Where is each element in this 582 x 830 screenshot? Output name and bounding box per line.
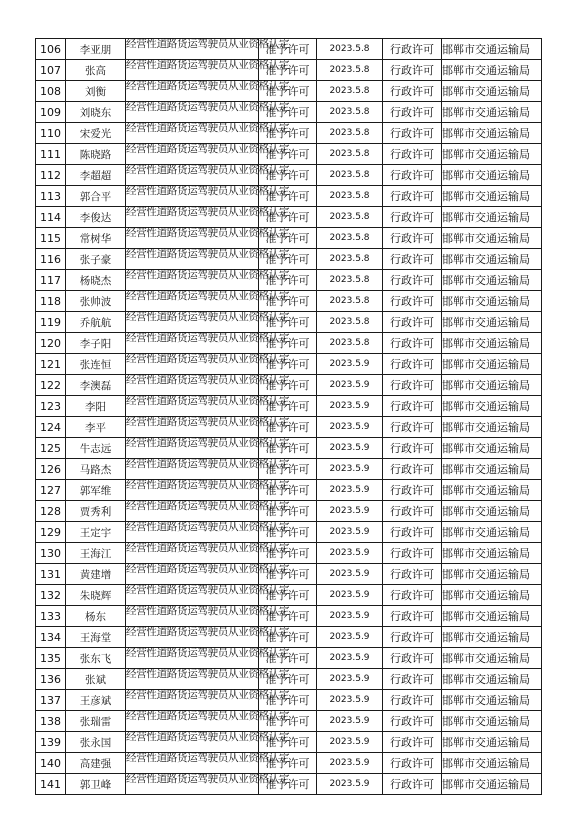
row-number: 108 xyxy=(36,81,66,102)
applicant-name: 马路杰 xyxy=(66,459,126,480)
row-number: 117 xyxy=(36,270,66,291)
issuing-authority: 邯郸市交通运输局 xyxy=(442,753,542,774)
issuing-authority: 邯郸市交通运输局 xyxy=(442,81,542,102)
table-row xyxy=(36,39,542,60)
issuing-authority: 邯郸市交通运输局 xyxy=(442,270,542,291)
permit-item-text: 经营性道路货运驾驶员从业资格认定 xyxy=(126,563,290,575)
permit-category: 行政许可 xyxy=(383,522,442,543)
decision-date: 2023.5.9 xyxy=(317,564,383,585)
permit-item-text: 经营性道路货运驾驶员从业资格认定 xyxy=(126,353,290,365)
table-row xyxy=(36,606,542,627)
permit-item-text: 经营性道路货运驾驶员从业资格认定 xyxy=(126,710,290,722)
issuing-authority: 邯郸市交通运输局 xyxy=(442,228,542,249)
table-row xyxy=(36,312,542,333)
table-row xyxy=(36,333,542,354)
decision-type: 准予许可 xyxy=(259,459,317,480)
decision-type: 准予许可 xyxy=(259,39,317,60)
permit-item-text: 经营性道路货运驾驶员从业资格认定 xyxy=(126,59,290,71)
issuing-authority: 邯郸市交通运输局 xyxy=(442,459,542,480)
applicant-name: 黄建增 xyxy=(66,564,126,585)
issuing-authority: 邯郸市交通运输局 xyxy=(442,438,542,459)
permit-category: 行政许可 xyxy=(383,564,442,585)
applicant-name: 李平 xyxy=(66,417,126,438)
decision-type: 准予许可 xyxy=(259,60,317,81)
decision-date: 2023.5.8 xyxy=(317,165,383,186)
permit-category: 行政许可 xyxy=(383,501,442,522)
table-row xyxy=(36,102,542,123)
row-number: 114 xyxy=(36,207,66,228)
decision-date: 2023.5.8 xyxy=(317,312,383,333)
row-number: 134 xyxy=(36,627,66,648)
applicant-name: 李俊达 xyxy=(66,207,126,228)
issuing-authority: 邯郸市交通运输局 xyxy=(442,564,542,585)
table-row xyxy=(36,438,542,459)
decision-type: 准予许可 xyxy=(259,270,317,291)
decision-date: 2023.5.9 xyxy=(317,711,383,732)
decision-date: 2023.5.8 xyxy=(317,60,383,81)
issuing-authority: 邯郸市交通运输局 xyxy=(442,186,542,207)
permit-category: 行政许可 xyxy=(383,207,442,228)
decision-date: 2023.5.8 xyxy=(317,249,383,270)
decision-date: 2023.5.8 xyxy=(317,291,383,312)
table-row xyxy=(36,186,542,207)
row-number: 130 xyxy=(36,543,66,564)
decision-date: 2023.5.9 xyxy=(317,522,383,543)
decision-date: 2023.5.8 xyxy=(317,207,383,228)
row-number: 109 xyxy=(36,102,66,123)
table-row xyxy=(36,480,542,501)
decision-type: 准予许可 xyxy=(259,333,317,354)
permit-category: 行政许可 xyxy=(383,417,442,438)
row-number: 115 xyxy=(36,228,66,249)
table-row xyxy=(36,396,542,417)
table-row xyxy=(36,81,542,102)
permit-category: 行政许可 xyxy=(383,291,442,312)
applicant-name: 陈晓路 xyxy=(66,144,126,165)
applicant-name: 张高 xyxy=(66,60,126,81)
issuing-authority: 邯郸市交通运输局 xyxy=(442,711,542,732)
row-number: 110 xyxy=(36,123,66,144)
row-number: 139 xyxy=(36,732,66,753)
decision-type: 准予许可 xyxy=(259,123,317,144)
decision-type: 准予许可 xyxy=(259,774,317,795)
permit-category: 行政许可 xyxy=(383,774,442,795)
decision-date: 2023.5.9 xyxy=(317,375,383,396)
issuing-authority: 邯郸市交通运输局 xyxy=(442,165,542,186)
decision-date: 2023.5.9 xyxy=(317,585,383,606)
permit-category: 行政许可 xyxy=(383,627,442,648)
table-row xyxy=(36,375,542,396)
decision-type: 准予许可 xyxy=(259,711,317,732)
decision-type: 准予许可 xyxy=(259,81,317,102)
permit-category: 行政许可 xyxy=(383,102,442,123)
table-row xyxy=(36,774,542,795)
permit-category: 行政许可 xyxy=(383,459,442,480)
applicant-name: 郭卫峰 xyxy=(66,774,126,795)
row-number: 136 xyxy=(36,669,66,690)
decision-date: 2023.5.8 xyxy=(317,270,383,291)
permit-category: 行政许可 xyxy=(383,228,442,249)
decision-date: 2023.5.9 xyxy=(317,774,383,795)
issuing-authority: 邯郸市交通运输局 xyxy=(442,585,542,606)
applicant-name: 杨东 xyxy=(66,606,126,627)
decision-type: 准予许可 xyxy=(259,480,317,501)
permit-item-text: 经营性道路货运驾驶员从业资格认定 xyxy=(126,80,290,92)
row-number: 111 xyxy=(36,144,66,165)
issuing-authority: 邯郸市交通运输局 xyxy=(442,144,542,165)
permit-item-text: 经营性道路货运驾驶员从业资格认定 xyxy=(126,584,290,596)
table-row xyxy=(36,627,542,648)
permit-category: 行政许可 xyxy=(383,375,442,396)
table-row xyxy=(36,417,542,438)
permit-item-text: 经营性道路货运驾驶员从业资格认定 xyxy=(126,227,290,239)
decision-date: 2023.5.8 xyxy=(317,81,383,102)
permit-category: 行政许可 xyxy=(383,648,442,669)
row-number: 124 xyxy=(36,417,66,438)
decision-date: 2023.5.9 xyxy=(317,438,383,459)
decision-type: 准予许可 xyxy=(259,690,317,711)
row-number: 119 xyxy=(36,312,66,333)
permit-item-text: 经营性道路货运驾驶员从业资格认定 xyxy=(126,374,290,386)
permit-item-text: 经营性道路货运驾驶员从业资格认定 xyxy=(126,773,290,785)
permit-category: 行政许可 xyxy=(383,60,442,81)
decision-date: 2023.5.9 xyxy=(317,417,383,438)
row-number: 135 xyxy=(36,648,66,669)
applicant-name: 张瑞雷 xyxy=(66,711,126,732)
table-row xyxy=(36,354,542,375)
row-number: 106 xyxy=(36,39,66,60)
decision-date: 2023.5.9 xyxy=(317,732,383,753)
row-number: 128 xyxy=(36,501,66,522)
decision-date: 2023.5.9 xyxy=(317,648,383,669)
applicant-name: 高建强 xyxy=(66,753,126,774)
issuing-authority: 邯郸市交通运输局 xyxy=(442,732,542,753)
decision-type: 准予许可 xyxy=(259,102,317,123)
issuing-authority: 邯郸市交通运输局 xyxy=(442,417,542,438)
decision-date: 2023.5.9 xyxy=(317,480,383,501)
permit-category: 行政许可 xyxy=(383,312,442,333)
permit-category: 行政许可 xyxy=(383,732,442,753)
table-row xyxy=(36,207,542,228)
permit-category: 行政许可 xyxy=(383,585,442,606)
applicant-name: 李子阳 xyxy=(66,333,126,354)
decision-type: 准予许可 xyxy=(259,648,317,669)
decision-date: 2023.5.9 xyxy=(317,606,383,627)
row-number: 138 xyxy=(36,711,66,732)
permit-item-text: 经营性道路货运驾驶员从业资格认定 xyxy=(126,206,290,218)
row-number: 131 xyxy=(36,564,66,585)
applicant-name: 宋爱光 xyxy=(66,123,126,144)
permit-item-text: 经营性道路货运驾驶员从业资格认定 xyxy=(126,689,290,701)
permit-item-text: 经营性道路货运驾驶员从业资格认定 xyxy=(126,647,290,659)
table-row xyxy=(36,648,542,669)
decision-type: 准予许可 xyxy=(259,501,317,522)
issuing-authority: 邯郸市交通运输局 xyxy=(442,312,542,333)
permit-table-body xyxy=(36,39,542,795)
row-number: 137 xyxy=(36,690,66,711)
permit-category: 行政许可 xyxy=(383,711,442,732)
decision-type: 准予许可 xyxy=(259,627,317,648)
row-number: 120 xyxy=(36,333,66,354)
issuing-authority: 邯郸市交通运输局 xyxy=(442,207,542,228)
issuing-authority: 邯郸市交通运输局 xyxy=(442,690,542,711)
permit-item-text: 经营性道路货运驾驶员从业资格认定 xyxy=(126,290,290,302)
permit-item-text: 经营性道路货运驾驶员从业资格认定 xyxy=(126,668,290,680)
decision-type: 准予许可 xyxy=(259,207,317,228)
table-row xyxy=(36,249,542,270)
applicant-name: 王海堂 xyxy=(66,627,126,648)
permit-item-text: 经营性道路货运驾驶员从业资格认定 xyxy=(126,458,290,470)
permit-category: 行政许可 xyxy=(383,690,442,711)
decision-date: 2023.5.9 xyxy=(317,396,383,417)
permit-item-text: 经营性道路货运驾驶员从业资格认定 xyxy=(126,164,290,176)
applicant-name: 张东飞 xyxy=(66,648,126,669)
permit-category: 行政许可 xyxy=(383,144,442,165)
applicant-name: 王定宇 xyxy=(66,522,126,543)
permit-category: 行政许可 xyxy=(383,543,442,564)
decision-type: 准予许可 xyxy=(259,417,317,438)
permit-item-text: 经营性道路货运驾驶员从业资格认定 xyxy=(126,626,290,638)
issuing-authority: 邯郸市交通运输局 xyxy=(442,480,542,501)
permit-item-text: 经营性道路货运驾驶员从业资格认定 xyxy=(126,311,290,323)
decision-date: 2023.5.9 xyxy=(317,459,383,480)
permit-category: 行政许可 xyxy=(383,39,442,60)
decision-type: 准予许可 xyxy=(259,186,317,207)
decision-date: 2023.5.9 xyxy=(317,543,383,564)
permit-item-text: 经营性道路货运驾驶员从业资格认定 xyxy=(126,395,290,407)
table-row xyxy=(36,669,542,690)
row-number: 122 xyxy=(36,375,66,396)
decision-date: 2023.5.9 xyxy=(317,669,383,690)
applicant-name: 李阳 xyxy=(66,396,126,417)
row-number: 123 xyxy=(36,396,66,417)
issuing-authority: 邯郸市交通运输局 xyxy=(442,60,542,81)
applicant-name: 李澳磊 xyxy=(66,375,126,396)
permit-item-text: 经营性道路货运驾驶员从业资格认定 xyxy=(126,752,290,764)
decision-date: 2023.5.8 xyxy=(317,333,383,354)
decision-type: 准予许可 xyxy=(259,396,317,417)
decision-type: 准予许可 xyxy=(259,543,317,564)
decision-type: 准予许可 xyxy=(259,669,317,690)
permit-category: 行政许可 xyxy=(383,81,442,102)
applicant-name: 张子豪 xyxy=(66,249,126,270)
permit-category: 行政许可 xyxy=(383,354,442,375)
decision-date: 2023.5.8 xyxy=(317,102,383,123)
permit-item-text: 经营性道路货运驾驶员从业资格认定 xyxy=(126,122,290,134)
permit-item-text: 经营性道路货运驾驶员从业资格认定 xyxy=(126,479,290,491)
decision-type: 准予许可 xyxy=(259,585,317,606)
applicant-name: 常树华 xyxy=(66,228,126,249)
table-row xyxy=(36,564,542,585)
permit-category: 行政许可 xyxy=(383,123,442,144)
permit-item-text: 经营性道路货运驾驶员从业资格认定 xyxy=(126,416,290,428)
issuing-authority: 邯郸市交通运输局 xyxy=(442,39,542,60)
permit-category: 行政许可 xyxy=(383,333,442,354)
permit-category: 行政许可 xyxy=(383,438,442,459)
row-number: 129 xyxy=(36,522,66,543)
decision-type: 准予许可 xyxy=(259,291,317,312)
table-row xyxy=(36,270,542,291)
row-number: 107 xyxy=(36,60,66,81)
applicant-name: 牛志远 xyxy=(66,438,126,459)
decision-type: 准予许可 xyxy=(259,249,317,270)
issuing-authority: 邯郸市交通运输局 xyxy=(442,354,542,375)
permit-item-text: 经营性道路货运驾驶员从业资格认定 xyxy=(126,248,290,260)
row-number: 140 xyxy=(36,753,66,774)
decision-type: 准予许可 xyxy=(259,312,317,333)
issuing-authority: 邯郸市交通运输局 xyxy=(442,774,542,795)
applicant-name: 郭合平 xyxy=(66,186,126,207)
issuing-authority: 邯郸市交通运输局 xyxy=(442,123,542,144)
decision-type: 准予许可 xyxy=(259,165,317,186)
issuing-authority: 邯郸市交通运输局 xyxy=(442,627,542,648)
table-row xyxy=(36,501,542,522)
table-row xyxy=(36,123,542,144)
decision-type: 准予许可 xyxy=(259,438,317,459)
applicant-name: 张永国 xyxy=(66,732,126,753)
table-row xyxy=(36,459,542,480)
row-number: 132 xyxy=(36,585,66,606)
decision-date: 2023.5.8 xyxy=(317,144,383,165)
row-number: 112 xyxy=(36,165,66,186)
applicant-name: 郭军维 xyxy=(66,480,126,501)
decision-type: 准予许可 xyxy=(259,606,317,627)
decision-type: 准予许可 xyxy=(259,522,317,543)
table-row xyxy=(36,753,542,774)
permit-category: 行政许可 xyxy=(383,249,442,270)
decision-date: 2023.5.9 xyxy=(317,690,383,711)
issuing-authority: 邯郸市交通运输局 xyxy=(442,606,542,627)
permit-table xyxy=(35,38,542,795)
table-row xyxy=(36,711,542,732)
decision-type: 准予许可 xyxy=(259,354,317,375)
permit-item-text: 经营性道路货运驾驶员从业资格认定 xyxy=(126,101,290,113)
row-number: 125 xyxy=(36,438,66,459)
issuing-authority: 邯郸市交通运输局 xyxy=(442,648,542,669)
row-number: 121 xyxy=(36,354,66,375)
permit-category: 行政许可 xyxy=(383,270,442,291)
permit-item-text: 经营性道路货运驾驶员从业资格认定 xyxy=(126,437,290,449)
applicant-name: 李亚朋 xyxy=(66,39,126,60)
table-row xyxy=(36,291,542,312)
permit-item-text: 经营性道路货运驾驶员从业资格认定 xyxy=(126,38,290,50)
decision-date: 2023.5.8 xyxy=(317,39,383,60)
issuing-authority: 邯郸市交通运输局 xyxy=(442,669,542,690)
applicant-name: 刘衡 xyxy=(66,81,126,102)
applicant-name: 李超超 xyxy=(66,165,126,186)
applicant-name: 刘晓东 xyxy=(66,102,126,123)
applicant-name: 张帅波 xyxy=(66,291,126,312)
issuing-authority: 邯郸市交通运输局 xyxy=(442,375,542,396)
decision-date: 2023.5.9 xyxy=(317,627,383,648)
row-number: 126 xyxy=(36,459,66,480)
decision-type: 准予许可 xyxy=(259,375,317,396)
permit-item-text: 经营性道路货运驾驶员从业资格认定 xyxy=(126,542,290,554)
table-row xyxy=(36,60,542,81)
decision-date: 2023.5.8 xyxy=(317,228,383,249)
decision-date: 2023.5.8 xyxy=(317,186,383,207)
decision-type: 准予许可 xyxy=(259,228,317,249)
decision-date: 2023.5.8 xyxy=(317,123,383,144)
row-number: 141 xyxy=(36,774,66,795)
table-row xyxy=(36,522,542,543)
decision-type: 准予许可 xyxy=(259,144,317,165)
permit-category: 行政许可 xyxy=(383,186,442,207)
permit-category: 行政许可 xyxy=(383,606,442,627)
permit-category: 行政许可 xyxy=(383,165,442,186)
issuing-authority: 邯郸市交通运输局 xyxy=(442,333,542,354)
row-number: 127 xyxy=(36,480,66,501)
issuing-authority: 邯郸市交通运输局 xyxy=(442,396,542,417)
permit-item-text: 经营性道路货运驾驶员从业资格认定 xyxy=(126,500,290,512)
row-number: 133 xyxy=(36,606,66,627)
table-row xyxy=(36,228,542,249)
applicant-name: 张连恒 xyxy=(66,354,126,375)
decision-date: 2023.5.9 xyxy=(317,501,383,522)
issuing-authority: 邯郸市交通运输局 xyxy=(442,291,542,312)
permit-item-text: 经营性道路货运驾驶员从业资格认定 xyxy=(126,143,290,155)
decision-date: 2023.5.9 xyxy=(317,354,383,375)
permit-item-text: 经营性道路货运驾驶员从业资格认定 xyxy=(126,185,290,197)
applicant-name: 张斌 xyxy=(66,669,126,690)
applicant-name: 朱晓辉 xyxy=(66,585,126,606)
issuing-authority: 邯郸市交通运输局 xyxy=(442,522,542,543)
table-row xyxy=(36,144,542,165)
table-row xyxy=(36,585,542,606)
decision-type: 准予许可 xyxy=(259,732,317,753)
row-number: 113 xyxy=(36,186,66,207)
row-number: 118 xyxy=(36,291,66,312)
applicant-name: 杨晓杰 xyxy=(66,270,126,291)
decision-type: 准予许可 xyxy=(259,564,317,585)
issuing-authority: 邯郸市交通运输局 xyxy=(442,102,542,123)
applicant-name: 乔航航 xyxy=(66,312,126,333)
table-row xyxy=(36,543,542,564)
table-row xyxy=(36,732,542,753)
applicant-name: 贾秀利 xyxy=(66,501,126,522)
decision-date: 2023.5.9 xyxy=(317,753,383,774)
permit-item-text: 经营性道路货运驾驶员从业资格认定 xyxy=(126,731,290,743)
permit-item-text: 经营性道路货运驾驶员从业资格认定 xyxy=(126,521,290,533)
permit-category: 行政许可 xyxy=(383,753,442,774)
table-row xyxy=(36,165,542,186)
table-row xyxy=(36,690,542,711)
issuing-authority: 邯郸市交通运输局 xyxy=(442,249,542,270)
permit-item-text: 经营性道路货运驾驶员从业资格认定 xyxy=(126,269,290,281)
permit-item-text: 经营性道路货运驾驶员从业资格认定 xyxy=(126,332,290,344)
issuing-authority: 邯郸市交通运输局 xyxy=(442,543,542,564)
permit-category: 行政许可 xyxy=(383,480,442,501)
applicant-name: 王海江 xyxy=(66,543,126,564)
permit-category: 行政许可 xyxy=(383,669,442,690)
issuing-authority: 邯郸市交通运输局 xyxy=(442,501,542,522)
permit-category: 行政许可 xyxy=(383,396,442,417)
applicant-name: 王彦斌 xyxy=(66,690,126,711)
permit-item-text: 经营性道路货运驾驶员从业资格认定 xyxy=(126,605,290,617)
row-number: 116 xyxy=(36,249,66,270)
decision-type: 准予许可 xyxy=(259,753,317,774)
